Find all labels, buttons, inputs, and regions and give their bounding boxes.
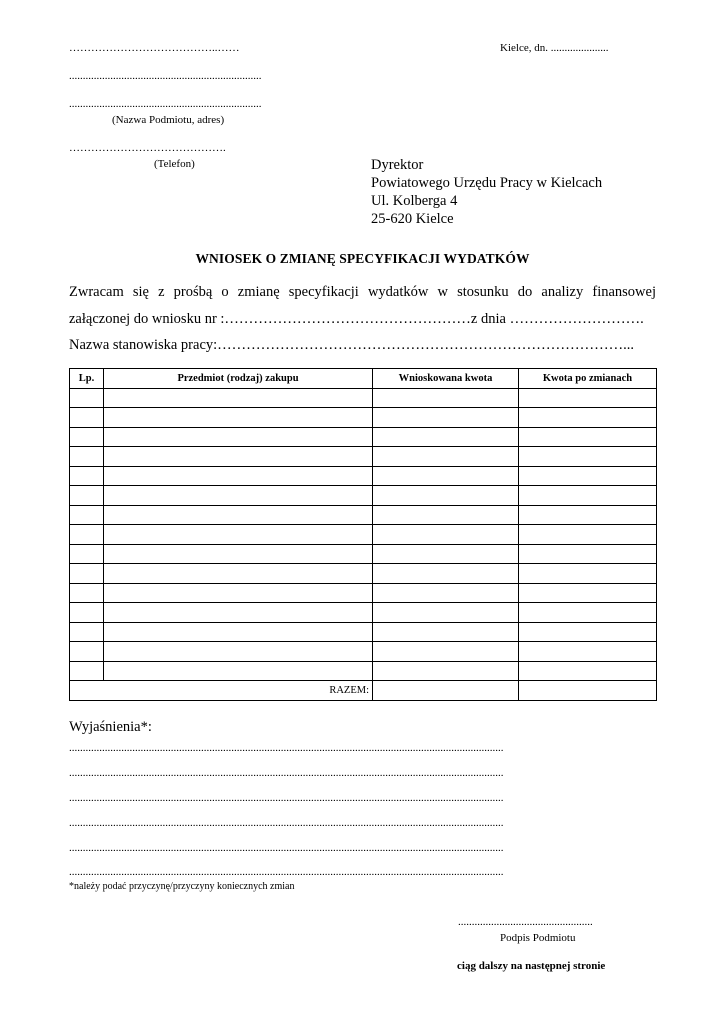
cell-item[interactable]: [104, 622, 373, 642]
table-row: [70, 564, 657, 584]
cell-requested-amount[interactable]: [373, 486, 519, 506]
table-row: [70, 486, 657, 506]
cell-item[interactable]: [104, 408, 373, 428]
cell-item[interactable]: [104, 486, 373, 506]
signature-line: .................................................: [458, 916, 593, 928]
cell-lp[interactable]: [70, 564, 104, 584]
cell-item[interactable]: [104, 564, 373, 584]
cell-lp[interactable]: [70, 544, 104, 564]
cell-lp[interactable]: [70, 408, 104, 428]
cell-requested-amount[interactable]: [373, 466, 519, 486]
cell-lp[interactable]: [70, 622, 104, 642]
cell-amount-after-change[interactable]: [519, 642, 657, 662]
cell-lp[interactable]: [70, 427, 104, 447]
entity-address-line-2: ......................................................................: [69, 98, 262, 110]
cell-requested-amount[interactable]: [373, 642, 519, 662]
document-title: WNIOSEK O ZMIANĘ SPECYFIKACJI WYDATKÓW: [195, 251, 530, 266]
cell-lp[interactable]: [70, 447, 104, 467]
cell-item[interactable]: [104, 603, 373, 623]
cell-requested-amount[interactable]: [373, 583, 519, 603]
cell-amount-after-change[interactable]: [519, 388, 657, 408]
cell-lp[interactable]: [70, 583, 104, 603]
cell-item[interactable]: [104, 525, 373, 545]
cell-lp[interactable]: [70, 466, 104, 486]
table-row: [70, 408, 657, 428]
cell-amount-after-change[interactable]: [519, 583, 657, 603]
table-row: [70, 447, 657, 467]
table-row: [70, 583, 657, 603]
cell-lp[interactable]: [70, 525, 104, 545]
cell-lp[interactable]: [70, 486, 104, 506]
cell-requested-amount[interactable]: [373, 505, 519, 525]
cell-item[interactable]: [104, 447, 373, 467]
cell-requested-amount[interactable]: [373, 544, 519, 564]
cell-amount-after-change[interactable]: [519, 525, 657, 545]
signature-caption: Podpis Podmiotu: [500, 932, 576, 944]
body-line-1: Zwracam się z prośbą o zmianę specyfikacji wydatków w stosunku do analizy finansowej: [69, 284, 656, 300]
recipient-line-3: Ul. Kolberga 4: [371, 193, 458, 209]
phone-line: …………………………………….: [69, 142, 226, 154]
continuation-note: ciąg dalszy na następnej stronie: [457, 960, 606, 972]
cell-amount-after-change[interactable]: [519, 603, 657, 623]
explanation-line-3: ..............................................................................................................................................................: [69, 792, 504, 804]
cell-amount-after-change[interactable]: [519, 564, 657, 584]
recipient-block: [371, 156, 602, 228]
body-line-3: Nazwa stanowiska pracy:…………………………………………………………………………...: [69, 337, 635, 353]
header-lp: Lp.: [70, 369, 104, 389]
header-item: Przedmiot (rodzaj) zakupu: [104, 369, 373, 389]
recipient-line-2: Powiatowego Urzędu Pracy w Kielcach: [371, 175, 603, 191]
table-total-row: [70, 681, 657, 701]
cell-requested-amount[interactable]: [373, 622, 519, 642]
cell-requested-amount[interactable]: [373, 603, 519, 623]
explanation-line-2: ..............................................................................................................................................................: [69, 767, 504, 779]
cell-item[interactable]: [104, 583, 373, 603]
cell-requested-amount[interactable]: [373, 447, 519, 467]
cell-amount-after-change[interactable]: [519, 447, 657, 467]
recipient-line-1: Dyrektor: [371, 157, 424, 173]
cell-lp[interactable]: [70, 642, 104, 662]
cell-item[interactable]: [104, 544, 373, 564]
place-date: Kielce, dn. .....................: [500, 42, 609, 54]
phone-caption: (Telefon): [154, 158, 195, 170]
footnote: *należy podać przyczynę/przyczyny koniecznych zmian: [69, 881, 295, 892]
cell-item[interactable]: [104, 427, 373, 447]
entity-name-line: …………………………………..……: [69, 42, 240, 54]
table-row: [70, 642, 657, 662]
explanations-label: Wyjaśnienia*:: [69, 719, 152, 735]
table-row: [70, 603, 657, 623]
header-amount-after-change: Kwota po zmianach: [519, 369, 657, 389]
cell-lp[interactable]: [70, 505, 104, 525]
cell-lp[interactable]: [70, 388, 104, 408]
cell-amount-after-change[interactable]: [519, 408, 657, 428]
explanation-line-4: ..............................................................................................................................................................: [69, 817, 504, 829]
table-row: [70, 661, 657, 681]
entity-address-line-1: ......................................................................: [69, 70, 262, 82]
cell-amount-after-change[interactable]: [519, 661, 657, 681]
cell-item[interactable]: [104, 388, 373, 408]
cell-requested-amount[interactable]: [373, 388, 519, 408]
cell-amount-after-change[interactable]: [519, 427, 657, 447]
cell-item[interactable]: [104, 505, 373, 525]
table-row: [70, 525, 657, 545]
total-requested-amount[interactable]: [373, 681, 519, 701]
cell-amount-after-change[interactable]: [519, 486, 657, 506]
explanation-line-6: ..............................................................................................................................................................: [69, 866, 504, 878]
table-row: [70, 466, 657, 486]
cell-lp[interactable]: [70, 603, 104, 623]
cell-item[interactable]: [104, 661, 373, 681]
total-label: RAZEM:: [70, 681, 373, 701]
table-row: [70, 427, 657, 447]
body-line-2: załączonej do wniosku nr :……………………………………………z dnia ……………………….: [69, 311, 644, 327]
total-amount-after-change[interactable]: [519, 681, 657, 701]
table-header-row: [70, 369, 657, 389]
cell-requested-amount[interactable]: [373, 408, 519, 428]
cell-lp[interactable]: [70, 661, 104, 681]
cell-item[interactable]: [104, 466, 373, 486]
table-row: [70, 622, 657, 642]
entity-caption: (Nazwa Podmiotu, adres): [112, 114, 225, 126]
cell-item[interactable]: [104, 642, 373, 662]
specification-table: [69, 368, 657, 701]
header-requested-amount: Wnioskowana kwota: [373, 369, 519, 389]
cell-requested-amount[interactable]: [373, 661, 519, 681]
table-row: [70, 388, 657, 408]
cell-amount-after-change[interactable]: [519, 544, 657, 564]
recipient-line-4: 25-620 Kielce: [371, 211, 454, 227]
cell-amount-after-change[interactable]: [519, 505, 657, 525]
cell-requested-amount[interactable]: [373, 525, 519, 545]
explanation-line-1: ..............................................................................................................................................................: [69, 742, 504, 754]
table-row: [70, 544, 657, 564]
explanation-line-5: ..............................................................................................................................................................: [69, 842, 504, 854]
cell-amount-after-change[interactable]: [519, 622, 657, 642]
cell-requested-amount[interactable]: [373, 427, 519, 447]
cell-requested-amount[interactable]: [373, 564, 519, 584]
cell-amount-after-change[interactable]: [519, 466, 657, 486]
table-row: [70, 505, 657, 525]
